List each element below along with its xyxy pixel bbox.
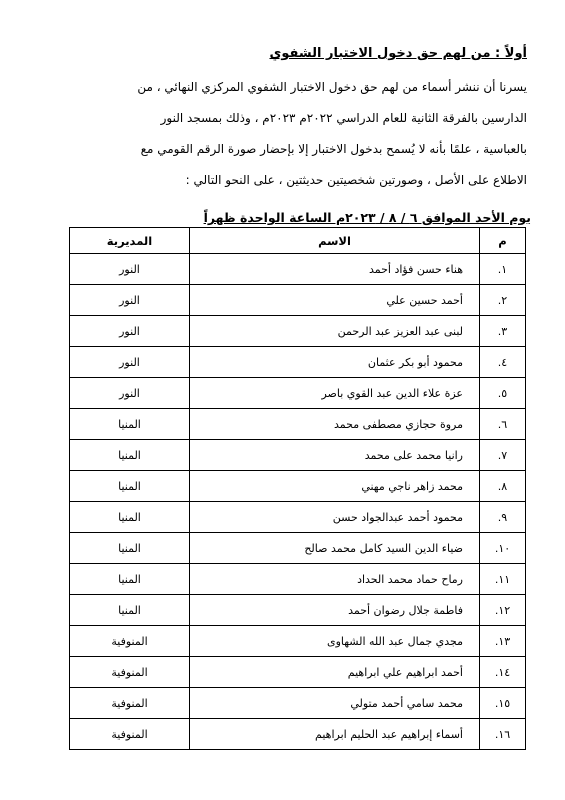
row-number: ١٣. (480, 626, 526, 657)
row-directorate: المنوفية (70, 688, 190, 719)
row-name: أحمد حسين علي (190, 285, 480, 316)
row-number: ٤. (480, 347, 526, 378)
row-number: ١٤. (480, 657, 526, 688)
row-directorate: المنوفية (70, 657, 190, 688)
exam-date-line: يوم الأحد الموافق ٦ / ٨ / ٢٠٢٣م الساعة الواحدة ظهراً (203, 210, 531, 225)
row-number: ١١. (480, 564, 526, 595)
row-directorate: المنوفية (70, 626, 190, 657)
table-row (70, 254, 526, 285)
table-row (70, 347, 526, 378)
table-row (70, 502, 526, 533)
table-row (70, 409, 526, 440)
row-name: محمد زاهر ناجي مهني (190, 471, 480, 502)
header-directorate: المديرية (70, 228, 190, 254)
row-name: أحمد ابراهيم علي ابراهيم (190, 657, 480, 688)
row-name: رماح حماد محمد الحداد (190, 564, 480, 595)
table-row (70, 378, 526, 409)
row-name: محمود أبو بكر عثمان (190, 347, 480, 378)
row-directorate: المنيا (70, 440, 190, 471)
row-number: ٧. (480, 440, 526, 471)
table-row (70, 471, 526, 502)
row-number: ٢. (480, 285, 526, 316)
paragraph-line: الاطلاع على الأصل ، وصورتين شخصيتين حديثتين ، على النحو التالي : (185, 173, 527, 187)
row-directorate: المنيا (70, 471, 190, 502)
row-number: ١٥. (480, 688, 526, 719)
table-row (70, 533, 526, 564)
row-name: محمد سامي أحمد متولي (190, 688, 480, 719)
row-name: هناء حسن فؤاد أحمد (190, 254, 480, 285)
row-number: ٣. (480, 316, 526, 347)
paragraph-line: يسرنا أن ننشر أسماء من لهم حق دخول الاختبار الشفوي المركزي النهائي ، من (137, 80, 527, 94)
row-name: رانيا محمد على محمد (190, 440, 480, 471)
row-directorate: المنيا (70, 533, 190, 564)
row-name: أسماء إبراهيم عبد الحليم ابراهيم (190, 719, 480, 750)
paragraph-line: الدارسين بالفرقة الثانية للعام الدراسي ٢٠٢٢م ٢٠٢٣م ، وذلك بمسجد النور (160, 111, 527, 125)
row-name: مروة حجازي مصطفى محمد (190, 409, 480, 440)
table-row (70, 440, 526, 471)
table-header-row (70, 228, 526, 254)
row-name: محمود أحمد عبدالجواد حسن (190, 502, 480, 533)
row-number: ٨. (480, 471, 526, 502)
row-directorate: المنيا (70, 409, 190, 440)
row-number: ١٦. (480, 719, 526, 750)
row-number: ٩. (480, 502, 526, 533)
table-row (70, 595, 526, 626)
row-directorate: المنوفية (70, 719, 190, 750)
table-row (70, 626, 526, 657)
row-directorate: النور (70, 254, 190, 285)
row-directorate: المنيا (70, 595, 190, 626)
table-row (70, 719, 526, 750)
paragraph-line: بالعباسية ، علمًا بأنه لا يُسمح بدخول الاختبار إلا بإحضار صورة الرقم القومي مع (140, 142, 527, 156)
row-directorate: النور (70, 285, 190, 316)
row-number: ١٢. (480, 595, 526, 626)
row-name: لبنى عبد العزيز عبد الرحمن (190, 316, 480, 347)
row-number: ٥. (480, 378, 526, 409)
names-table (69, 227, 526, 750)
row-directorate: النور (70, 316, 190, 347)
row-directorate: المنيا (70, 564, 190, 595)
section-heading: أولاً : من لهم حق دخول الاختبار الشفوي (269, 46, 527, 61)
header-name: الاسم (190, 228, 480, 254)
table-row (70, 564, 526, 595)
row-name: عزة علاء الدين عبد القوي باصر (190, 378, 480, 409)
table-row (70, 316, 526, 347)
row-name: ضياء الدين السيد كامل محمد صالح (190, 533, 480, 564)
row-name: مجدي جمال عبد الله الشهاوى (190, 626, 480, 657)
intro-paragraph (40, 72, 527, 196)
row-directorate: المنيا (70, 502, 190, 533)
row-name: فاطمة جلال رضوان أحمد (190, 595, 480, 626)
row-directorate: النور (70, 347, 190, 378)
header-num: م (480, 228, 526, 254)
row-number: ١. (480, 254, 526, 285)
row-directorate: النور (70, 378, 190, 409)
row-number: ١٠. (480, 533, 526, 564)
table-row (70, 688, 526, 719)
table-row (70, 657, 526, 688)
row-number: ٦. (480, 409, 526, 440)
table-row (70, 285, 526, 316)
